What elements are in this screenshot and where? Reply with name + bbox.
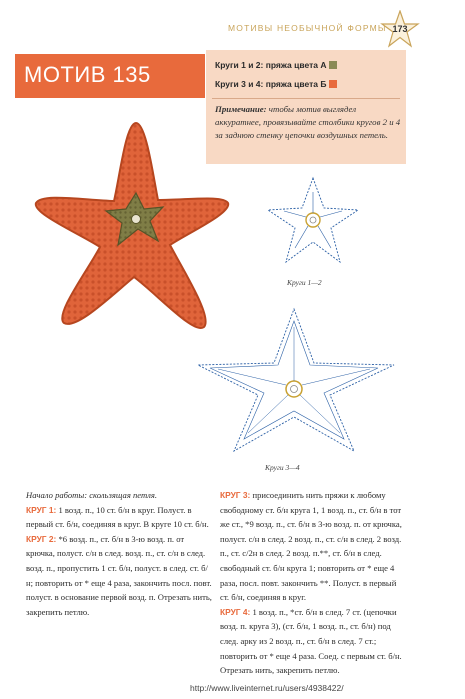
note — [215, 103, 401, 142]
instructions-column-left — [26, 488, 212, 619]
info-divider — [212, 98, 400, 99]
diagram-rounds-1-2 — [258, 170, 368, 270]
round-3 — [220, 488, 406, 605]
round-2-text: *6 возд. п., ст. б/н в 3-ю возд. п. от крючка, полуст. с/н в след. возд. п., ст. с/н в след. возд. п., пропустить 1 ст. б/н, полуст. в след. ст. б/н; повторить от * еще 4 раза, закончить посл. повт. полуст. в основание первой возд. п. Отрезать нить, закрепить петлю. — [26, 533, 212, 617]
round-1-label: КРУГ 1: — [26, 504, 57, 515]
note-text: чтобы мотив выглядел аккуратнее, провязывайте столбики кругов 2 и 4 за заднюю стенку цепочки воздушных петель. — [215, 104, 401, 140]
round-2-label: КРУГ 2: — [26, 533, 57, 544]
yarn-rounds-1-2 — [215, 60, 337, 70]
source-url: http://www.liveinternet.ru/users/4938422/ — [190, 683, 344, 693]
round-3-label: КРУГ 3: — [220, 490, 251, 500]
color-b-swatch — [329, 80, 337, 88]
instructions-column-right — [220, 488, 406, 678]
page-number: 173 — [392, 24, 408, 34]
round-1 — [26, 503, 212, 532]
diagram-1-caption: Круги 1—2 — [287, 278, 322, 287]
diagram-rounds-3-4 — [198, 305, 398, 455]
round-4-label: КРУГ 4: — [220, 606, 251, 617]
diagram-2-caption: Круги 3—4 — [265, 463, 300, 472]
round-4-text: 1 возд. п., *ст. б/н в след. 7 ст. (цепочки возд. п. круга 3), (ст. б/н, 1 возд. п., ст. б/н) под след. арку из 2 возд. п., ст. б/н в след. 7 ст.; повторить от * еще 4 раза. Соед. с первым ст. б/н. Отрезать нить, закрепить петлю. — [220, 606, 402, 676]
section-title: МОТИВЫ НЕОБЫЧНОЙ ФОРМЫ — [228, 23, 387, 33]
round-4 — [220, 605, 406, 678]
round-2 — [26, 532, 212, 620]
round-3-text: присоединить нить пряжи к любому свободному ст. б/н круга 1, 1 возд. п., ст. б/н в тот же ст., *9 возд. п., ст. б/н в 3-ю возд. п. от крючка, полуст. с/н в след. 2 возд. п., ст. с/н в след. 2 возд. п., ст. с/2н в след. 2 возд. п.**, ст. б/н в след. свободный ст. б/н круга 1; повторить от * еще 4 раза, посл. повт. закончить **. Полуст. в первый ст. б/н, соединяя в круг. — [220, 490, 402, 603]
yarn-rounds-3-4-label: Круги 3 и 4: пряжа цвета Б — [215, 79, 327, 89]
note-label: Примечание: — [215, 104, 267, 114]
motif-title: МОТИВ 135 — [24, 62, 151, 87]
color-a-swatch — [329, 61, 337, 69]
yarn-rounds-3-4 — [215, 79, 337, 89]
yarn-rounds-1-2-label: Круги 1 и 2: пряжа цвета А — [215, 60, 327, 70]
round-1-text: 1 возд. п., 10 ст. б/н в круг. Полуст. в первый ст. б/н, соединяя в круг. В круге 10 ст. б/н. — [26, 504, 209, 530]
start-instruction: Начало работы: скользящая петля. — [26, 490, 158, 500]
